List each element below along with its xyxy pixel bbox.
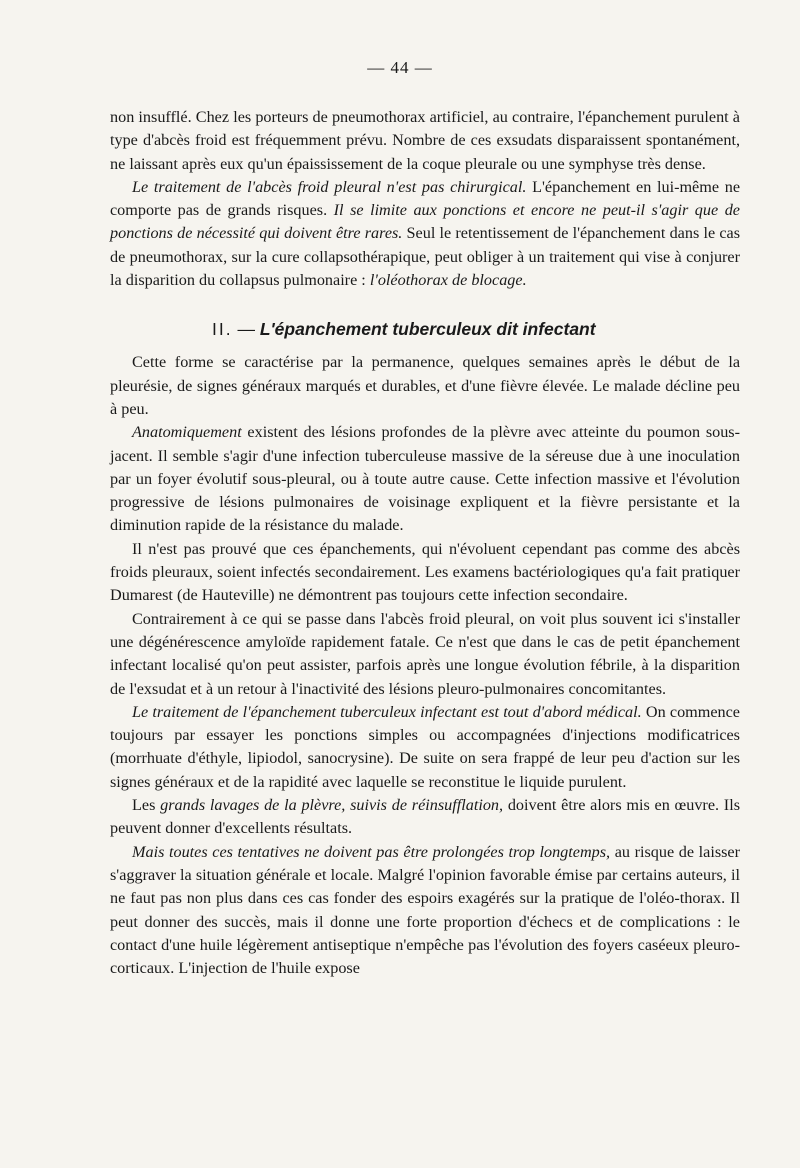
page-number: — 44 — xyxy=(367,58,433,77)
body-span: Seul le retentissement de l'épanchement dans le cas de pneumothorax, sur la cure collapsothérapique, peut obliger à un traitement qui vise à conjurer la disparition du collapsus pulmonaire : xyxy=(110,224,741,290)
body-span: L'épanchement en lui-même ne comporte pas de grands risques. xyxy=(110,177,741,220)
body-span: On commence toujours par essayer les ponctions simples ou accompagnées d'injections modificatrices (morrhuate d'éthyle, lipiodol, sanocrysine). De suite on sera frappé de leur peu d'action sur les signes généraux et de la rapidité avec laquelle se reconstitue le liquide purulent. xyxy=(110,702,740,791)
emphasis-text: l'oléothorax de blocage. xyxy=(369,271,527,290)
body-span: doivent être alors mis en œuvre. Ils peuvent donner d'excellents résultats. xyxy=(110,796,740,838)
paragraph-lavages xyxy=(110,794,740,841)
section-heading xyxy=(110,318,740,341)
paragraph-anatomy xyxy=(110,421,740,537)
emphasis-text: Anatomiquement xyxy=(132,423,242,442)
body-text xyxy=(110,106,740,980)
emphasis-text: Mais toutes ces tentatives ne doivent pas être prolongées trop longtemps, xyxy=(132,842,611,861)
paragraph-medical-treatment xyxy=(110,701,740,794)
body-span: au risque de laisser s'aggraver la situation générale et locale. Malgré l'opinion favorable émise par certains auteurs, il ne faut pas non plus dans ces cas fonder des espoirs exagérés sur la pratique de l'oléo-thorax. Il peut donner des succès, mais il donne une forte proportion d'échecs et de complications : le contact d'une huile légèrement antiseptique n'empêche pas l'évolution des foyers caséeux pleuro-corticaux. L'injection de l'huile expose xyxy=(110,842,740,978)
paragraph-amyloid: Contrairement à ce qui se passe dans l'abcès froid pleural, on voit plus souvent ici s'installer une dégénérescence amyloïde rapidement fatale. Ce n'est que dans le cas de petit épanchement infectant localisé qu'on peut assister, parfois après une longue évolution fébrile, à la disparition de l'exsudat et à un retour à l'inactivité des lésions pleuro-pulmonaires concomitantes. xyxy=(110,609,740,698)
paragraph-definition: Cette forme se caractérise par la permanence, quelques semaines après le début de la pleurésie, de signes généraux marqués et durables, et d'une fièvre élevée. Le malade décline peu à peu. xyxy=(110,353,740,418)
paragraph-oleothorax xyxy=(110,841,740,981)
paragraph-continuation: non insufflé. Chez les porteurs de pneumothorax artificiel, au contraire, l'épanchement purulent à type d'abcès froid est fréquemment prévu. Nombre de ces exsudats disparaissent spontanément, ne laissant après eux qu'un épaississement de la coque pleurale ou une symphyse très dense. xyxy=(110,108,740,173)
emphasis-text: Le traitement de l'épanchement tuberculeux infectant est tout d'abord médical. xyxy=(132,702,642,721)
section-number: II. xyxy=(212,319,233,340)
emphasis-text: Le traitement de l'abcès froid pleural n'est pas chirurgical. xyxy=(132,177,527,196)
emphasis-text: grands lavages de la plèvre, suivis de réinsufflation, xyxy=(160,796,504,815)
emphasis-text: Il se limite aux ponctions et encore ne peut-il s'agir que de ponctions de nécessité qui doivent être rares. xyxy=(110,201,740,243)
section-title: L'épanchement tuberculeux dit infectant xyxy=(259,319,596,340)
section-dash: — xyxy=(232,319,260,340)
body-span: existent des lésions profondes de la plèvre avec atteinte du poumon sous-jacent. Il semble s'agir d'une infection tuberculeuse massive de la séreuse due à une inoculation par un foyer évolutif sous-pleural, ou à toute autre cause. Cette infection massive et l'évolution progressive de lésions pulmonaires de voisinage expliquent et la fièvre persistante et la diminution rapide de la résistance du malade. xyxy=(110,423,740,535)
paragraph-treatment-cold-abscess xyxy=(110,176,740,292)
paragraph-infection: Il n'est pas prouvé que ces épanchements, qui n'évoluent cependant pas comme des abcès froids pleuraux, soient infectés secondairement. Les examens bactériologiques qu'a fait pratiquer Dumarest (de Hauteville) ne démontrent pas toujours cette infection secondaire. xyxy=(110,539,740,605)
body-span: Les xyxy=(132,796,161,815)
